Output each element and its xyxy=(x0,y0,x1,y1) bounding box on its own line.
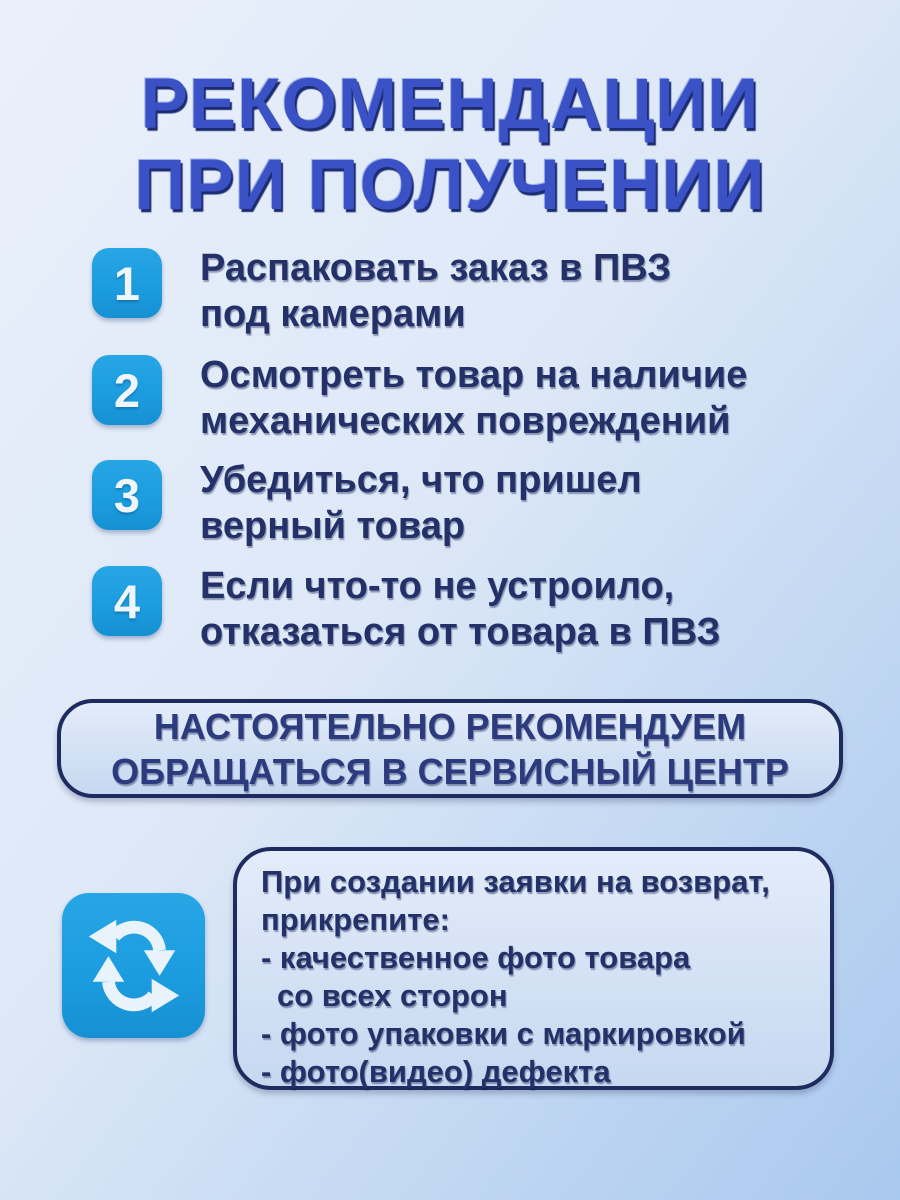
page-title xyxy=(0,64,900,226)
step-text-line-2: под камерами xyxy=(200,293,466,335)
return-note-line: со всех сторон xyxy=(277,978,508,1013)
step-text-line-1: Осмотреть товар на наличие xyxy=(200,354,748,396)
return-note-line: - фото(видео) дефекта xyxy=(261,1054,611,1089)
step-item-1 xyxy=(92,248,671,337)
step-text xyxy=(200,457,642,549)
service-note-line-1: НАСТОЯТЕЛЬНО РЕКОМЕНДУЕМ xyxy=(153,705,747,747)
exchange-arrows-icon xyxy=(62,893,205,1038)
step-number-badge: 2 xyxy=(92,355,162,425)
return-note-line: - фото упаковки с маркировкой xyxy=(261,1016,746,1051)
return-note-line: При создании заявки на возврат, xyxy=(261,864,770,899)
step-text xyxy=(200,563,720,655)
step-text-line-1: Если что-то не устроило, xyxy=(200,565,675,607)
step-text-line-2: механических повреждений xyxy=(200,400,731,442)
step-text-line-2: отказаться от товара в ПВЗ xyxy=(200,611,721,653)
service-note-line-2: ОБРАЩАТЬСЯ В СЕРВИСНЫЙ ЦЕНТР xyxy=(111,750,789,792)
step-item-4 xyxy=(92,566,720,655)
step-text-line-2: верный товар xyxy=(200,505,466,547)
step-item-3 xyxy=(92,460,642,549)
step-number-badge: 3 xyxy=(92,460,162,530)
step-text xyxy=(200,245,671,337)
step-text xyxy=(200,352,747,444)
return-instructions-note xyxy=(233,847,834,1090)
page-title-line-1: РЕКОМЕНДАЦИИ xyxy=(140,65,760,144)
step-item-2 xyxy=(92,355,747,444)
page-title-line-2: ПРИ ПОЛУЧЕНИИ xyxy=(134,146,766,225)
step-number-badge: 4 xyxy=(92,566,162,636)
step-number-badge: 1 xyxy=(92,248,162,318)
service-center-note xyxy=(57,699,843,798)
step-text-line-1: Убедиться, что пришел xyxy=(200,459,642,501)
step-text-line-1: Распаковать заказ в ПВЗ xyxy=(200,247,672,289)
return-note-line: - качественное фото товара xyxy=(261,940,691,975)
exchange-arrows-glyph xyxy=(75,907,193,1025)
return-note-line: прикрепите: xyxy=(261,902,450,937)
